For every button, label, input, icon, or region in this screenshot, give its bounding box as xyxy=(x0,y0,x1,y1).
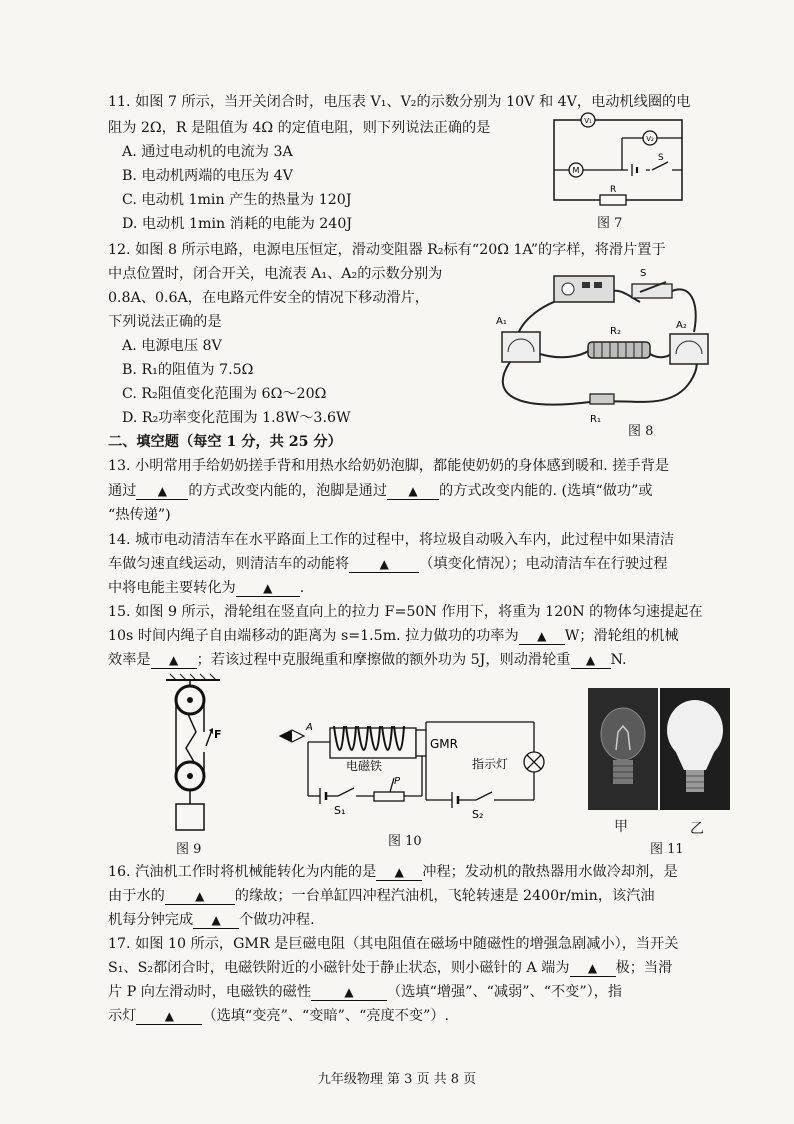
figure-10-caption: 图 10 xyxy=(388,834,422,849)
q15-line1: 15. 如图 9 所示，滑轮组在竖直向上的拉力 F=50N 作用下，将重为 120N 的物体匀速提起在 xyxy=(108,604,703,620)
q12-option-c: C. R₂阻值变化范围为 6Ω～20Ω xyxy=(122,386,327,402)
q14-line1: 14. 城市电动清洁车在水平路面上工作的过程中，将垃圾自动吸入车内，此过程中如果清洁 xyxy=(108,532,675,548)
r2-label: R₂ xyxy=(610,326,621,337)
q15-text-b: W；滑轮组的机械 xyxy=(564,628,679,644)
q17-line1: 17. 如图 10 所示，GMR 是巨磁电阻（其电阻值在磁场中随磁性的增强急剧减小），当开关 xyxy=(108,936,679,952)
q12-stem-line1: 12. 如图 8 所示电路，电源电压恒定，滑动变阻器 R₂标有“20Ω 1A”的字样，将滑片置于 xyxy=(108,242,666,258)
q14-line2 xyxy=(108,554,667,574)
q15-text-d: ；若该过程中克服绳重和摩擦做的额外功为 5J，则动滑轮重 xyxy=(196,652,571,668)
switch-s-icon xyxy=(632,284,672,298)
blank-marker: ▲ xyxy=(168,653,179,667)
figure-7-circuit xyxy=(548,112,688,212)
q13-text-c: 的方式改变内能的. (选填“做功”或 xyxy=(439,483,653,499)
q17-text-d: （选填“增强”、“减弱”、“不变”），指 xyxy=(387,984,623,1000)
q16-blank-2[interactable] xyxy=(165,888,235,905)
figure-11-label-jia: 甲 xyxy=(614,819,628,835)
switch-s1-icon xyxy=(338,788,354,796)
q14-blank-2[interactable] xyxy=(236,580,300,597)
q16-text-a: 16. 汽油机工作时将机械能转化为内能的是 xyxy=(108,864,377,880)
v1-label: V₁ xyxy=(584,117,592,125)
section-2-title: 二、填空题（每空 1 分，共 25 分） xyxy=(108,434,342,450)
q15-line3 xyxy=(108,650,627,670)
q14-text-b: （填变化情况）；电动清洁车在行驶过程 xyxy=(419,556,668,572)
q17-blank-2[interactable] xyxy=(311,984,387,1001)
q13-blank-1[interactable] xyxy=(136,483,188,500)
q17-blank-3[interactable] xyxy=(136,1008,202,1025)
q16-line3 xyxy=(108,910,315,930)
q11-option-d: D. 电动机 1min 消耗的电能为 240J xyxy=(122,216,353,232)
q11-option-a: A. 通过电动机的电流为 3A xyxy=(122,144,293,160)
q12-option-a: A. 电源电压 8V xyxy=(122,338,222,354)
q13-text-a: 通过 xyxy=(108,483,137,499)
switch-label: S xyxy=(658,153,664,163)
blank-marker: ▲ xyxy=(587,961,598,975)
q12-stem-line3: 0.8A、0.6A，在电路元件安全的情况下移动滑片， xyxy=(108,290,429,306)
resistor-r1-icon xyxy=(590,394,614,404)
q17-blank-1[interactable] xyxy=(570,960,616,977)
blank-marker: ▲ xyxy=(394,865,404,879)
q17-text-a: S₁、S₂都闭合时，电磁铁附近的小磁针处于静止状态，则小磁针的 A 端为 xyxy=(108,960,570,976)
weight-block-icon xyxy=(176,804,204,830)
q13-line1: 13. 小明常用手给奶奶搓手背和用热水给奶奶泡脚，都能使奶奶的身体感到暖和. 搓手背是 xyxy=(108,458,670,474)
q12-stem-line4: 下列说法正确的是 xyxy=(108,314,222,330)
q16-blank-3[interactable] xyxy=(193,912,239,929)
q17-text-e: 示灯 xyxy=(108,1008,137,1024)
q16-text-e: 机每分钟完成 xyxy=(108,912,194,928)
ammeter-a2-icon xyxy=(670,334,708,364)
q16-text-c: 由于水的 xyxy=(108,888,165,904)
gmr-icon xyxy=(416,730,426,756)
page-footer: 九年级物理 第 3 页 共 8 页 xyxy=(317,1072,477,1087)
indicator-label: 指示灯 xyxy=(472,757,509,771)
switch-s-label: S xyxy=(640,268,647,279)
figure-8-circuit xyxy=(480,262,710,427)
figure-11-caption: 图 11 xyxy=(650,842,684,857)
q16-line1 xyxy=(108,862,678,882)
q15-blank-1[interactable] xyxy=(519,628,565,645)
q12-stem-line2: 中点位置时，闭合开关，电流表 A₁、A₂的示数分别为 xyxy=(108,266,443,282)
figure-10-circuit xyxy=(276,718,556,830)
figure-7-caption: 图 7 xyxy=(597,216,623,231)
q16-line2 xyxy=(108,886,655,906)
q13-text-b: 的方式改变内能的，泡脚是通过 xyxy=(188,483,388,499)
q12-option-d: D. R₂功率变化范围为 1.8W～3.6W xyxy=(122,410,351,426)
blank-marker: ▲ xyxy=(408,484,418,498)
rheostat-r2-icon xyxy=(588,342,650,358)
q15-text-a: 10s 时间内绳子自由端移动的距离为 s=1.5m. 拉力做功的功率为 xyxy=(108,628,519,644)
q14-text-a: 车做匀速直线运动，则清洁车的动能将 xyxy=(108,556,350,572)
a-label: A xyxy=(306,722,313,733)
blank-marker: ▲ xyxy=(157,484,167,498)
q13-line3: “热传递”) xyxy=(108,507,171,523)
blank-marker: ▲ xyxy=(263,581,273,595)
p-label: P xyxy=(394,776,401,787)
force-label: F xyxy=(214,728,222,741)
q14-blank-1[interactable] xyxy=(349,556,419,573)
q17-line4 xyxy=(108,1006,449,1026)
s1-label: S₁ xyxy=(334,804,346,817)
q15-text-e: N. xyxy=(610,652,627,668)
blank-marker: ▲ xyxy=(195,889,205,903)
blank-marker: ▲ xyxy=(344,985,354,999)
figure-8-caption: 图 8 xyxy=(628,424,654,439)
q13-blank-2[interactable] xyxy=(387,483,439,500)
figure-11-led-photo xyxy=(660,688,730,810)
v2-label: V₂ xyxy=(646,135,654,143)
q13-line2 xyxy=(108,481,653,501)
q17-text-b: 极；当滑 xyxy=(615,960,673,976)
q14-text-d: . xyxy=(299,580,305,596)
blank-marker: ▲ xyxy=(211,913,221,927)
figure-11-incandescent-photo xyxy=(588,688,658,810)
motor-label: M xyxy=(572,166,580,175)
blank-marker: ▲ xyxy=(164,1009,174,1023)
q11-option-b: B. 电动机两端的电压为 4V xyxy=(122,168,293,184)
q17-text-f: （选填“变亮”、“变暗”、“亮度不变”）. xyxy=(202,1008,450,1024)
figure-9-caption: 图 9 xyxy=(176,842,202,857)
q15-blank-2[interactable] xyxy=(151,652,197,669)
q16-blank-1[interactable] xyxy=(376,864,422,881)
q14-line3 xyxy=(108,578,304,598)
q16-text-d: 的缘故；一台单缸四冲程汽油机，飞轮转速是 2400r/min，该汽油 xyxy=(234,888,655,904)
figure-11-label-yi: 乙 xyxy=(690,821,704,837)
s2-label: S₂ xyxy=(472,808,484,821)
figure-9-pulley xyxy=(160,672,230,834)
blank-marker: ▲ xyxy=(585,653,596,667)
ammeter-a1-icon xyxy=(502,332,540,362)
q15-text-c: 效率是 xyxy=(108,652,151,668)
q15-line2 xyxy=(108,626,679,646)
a2-label: A₂ xyxy=(676,320,687,331)
resistor-icon xyxy=(600,195,626,205)
q17-text-c: 片 P 向左滑动时，电磁铁的磁性 xyxy=(108,984,312,1000)
q17-line2 xyxy=(108,958,672,978)
switch-s2-icon xyxy=(476,792,492,800)
resistor-label: R xyxy=(610,185,617,195)
q17-line3 xyxy=(108,982,622,1002)
q11-option-c: C. 电动机 1min 产生的热量为 120J xyxy=(122,192,352,208)
blank-marker: ▲ xyxy=(379,557,389,571)
force-arrow-icon xyxy=(206,730,212,746)
gmr-label: GMR xyxy=(430,737,458,751)
q11-stem-line2: 阻为 2Ω，R 是阻值为 4Ω 的定值电阻，则下列说法正确的是 xyxy=(108,120,491,136)
q11-stem-line1: 11. 如图 7 所示，当开关闭合时，电压表 V₁、V₂的示数分别为 10V 和 4V，电动机线圈的电 xyxy=(108,94,691,110)
q16-text-f: 个做功冲程. xyxy=(239,912,315,928)
r1-label: R₁ xyxy=(590,414,601,425)
q14-text-c: 中将电能主要转化为 xyxy=(108,580,236,596)
q12-option-b: B. R₁的阻值为 7.5Ω xyxy=(122,362,254,378)
blank-marker: ▲ xyxy=(537,629,547,643)
q15-blank-3[interactable] xyxy=(571,652,611,669)
electromagnet-label: 电磁铁 xyxy=(346,759,383,773)
a1-label: A₁ xyxy=(496,316,507,327)
q16-text-b: 冲程；发动机的散热器用水做冷却剂，是 xyxy=(422,864,678,880)
rheostat-icon xyxy=(374,792,404,801)
